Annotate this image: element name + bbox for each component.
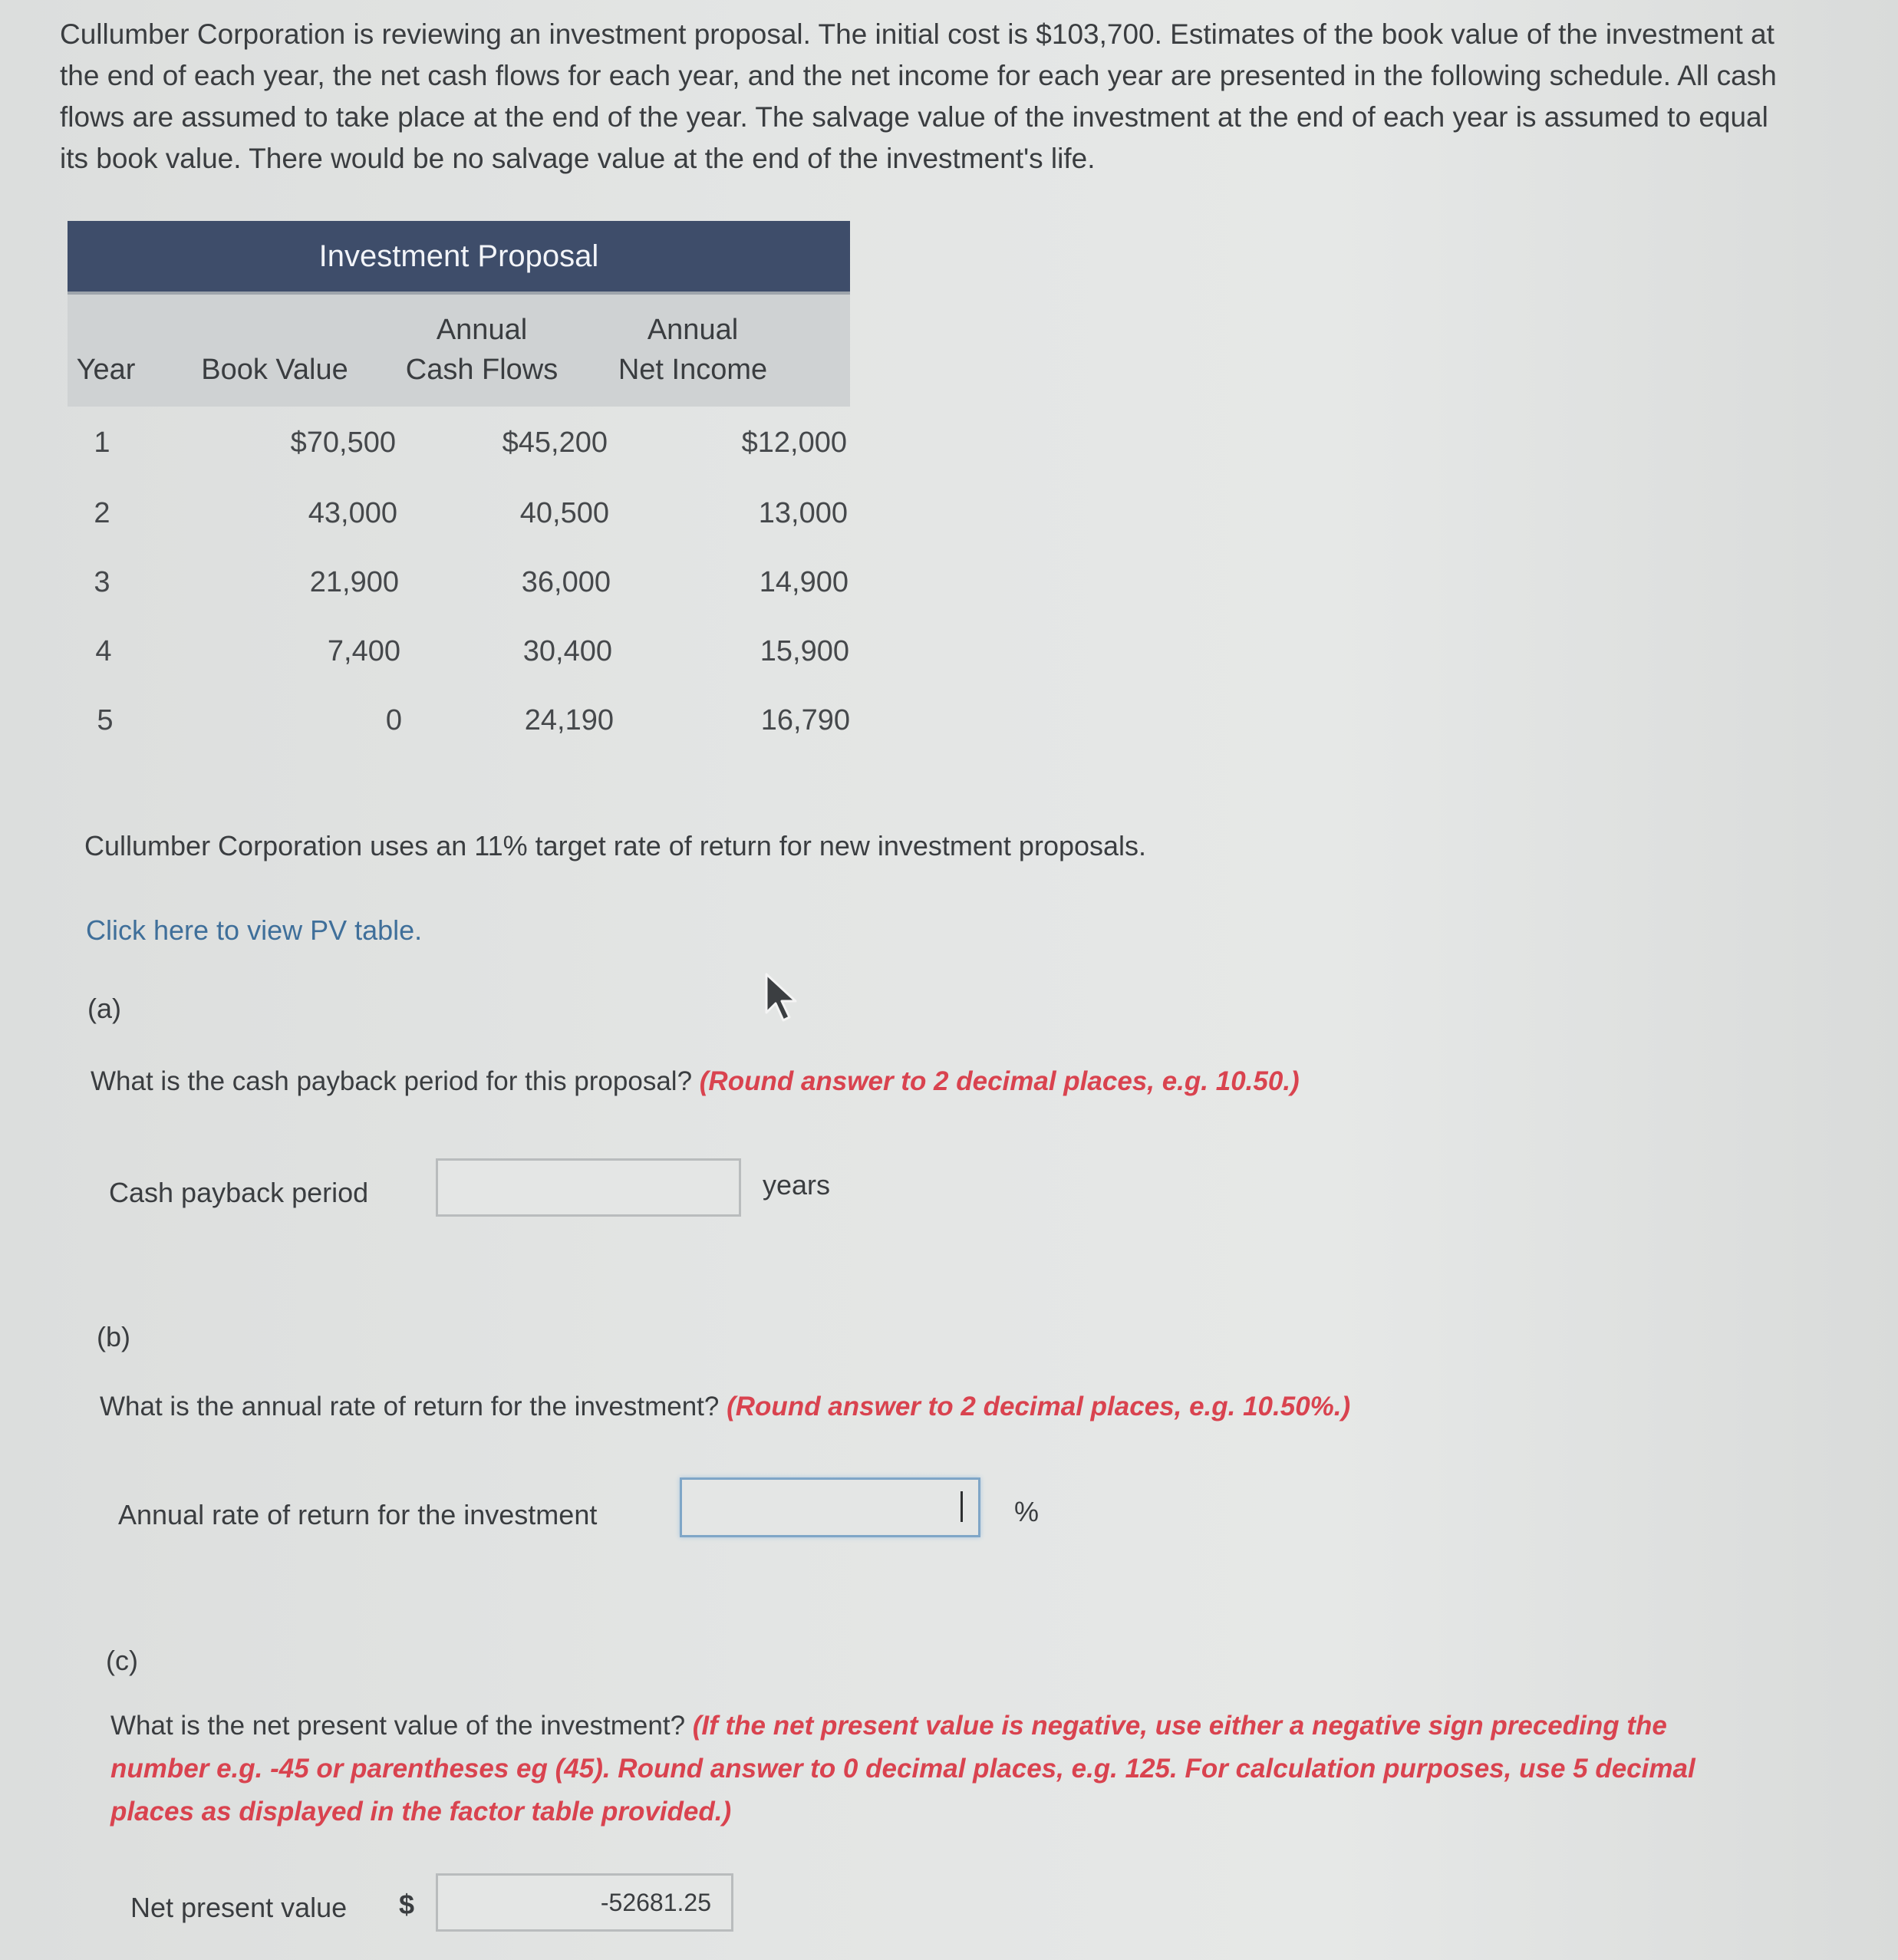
cell-cash-flows: 36,000 <box>521 566 611 598</box>
table-row <box>68 704 850 750</box>
table-title: Investment Proposal <box>68 221 850 295</box>
cell-net-income: 16,790 <box>760 704 850 736</box>
table-row <box>68 497 850 543</box>
cash-payback-label: Cash payback period <box>109 1177 369 1208</box>
cell-book-value: 43,000 <box>308 497 397 529</box>
annual-rate-input[interactable] <box>680 1477 980 1537</box>
cell-book-value: $70,500 <box>290 427 396 459</box>
header-cash-flows-1: Annual <box>436 314 528 346</box>
cell-book-value: 0 <box>385 704 402 736</box>
cell-year: 3 <box>94 566 110 598</box>
cell-year: 4 <box>95 635 112 667</box>
cell-year: 2 <box>94 497 110 529</box>
cell-cash-flows: $45,200 <box>502 427 608 459</box>
pv-table-link[interactable]: Click here to view PV table. <box>86 914 423 946</box>
cell-book-value: 7,400 <box>327 635 400 667</box>
target-rate-note: Cullumber Corporation uses an 11% target rate of return for new investment proposals. <box>84 830 1147 861</box>
part-c-hint: (If the net present value is negative, use either a negative sign preceding the number e.g. -45 or parentheses eg (45). Round answer to 0 decimal places, e.g. 125. For calculation purposes, use 5 decimal places as displayed in the factor table provided.) <box>110 1711 1695 1827</box>
percent-unit: % <box>1014 1496 1040 1527</box>
dollar-sign: $ <box>399 1889 415 1920</box>
header-net-income-2: Net Income <box>618 354 768 386</box>
investment-proposal-table <box>68 221 850 767</box>
part-b-question <box>100 1392 1350 1422</box>
part-a-question-text: What is the cash payback period for this proposal? <box>91 1066 693 1096</box>
header-book-value: Book Value <box>201 354 348 386</box>
part-c-question <box>110 1705 1752 1833</box>
cell-net-income: 13,000 <box>758 497 848 529</box>
table-header-row <box>68 295 850 407</box>
years-unit: years <box>763 1169 831 1201</box>
table-row <box>68 427 850 473</box>
part-a-question <box>91 1066 1300 1097</box>
cash-payback-input[interactable] <box>436 1158 741 1217</box>
table-row <box>68 635 850 681</box>
cell-net-income: 14,900 <box>759 566 848 598</box>
text-caret <box>961 1491 963 1522</box>
part-b-question-text: What is the annual rate of return for the investment? <box>100 1392 720 1421</box>
mouse-pointer-icon <box>763 973 802 1026</box>
cell-cash-flows: 30,400 <box>522 635 612 667</box>
npv-input[interactable] <box>436 1873 733 1932</box>
part-c-question-text: What is the net present value of the investment? <box>110 1711 686 1741</box>
cell-net-income: 15,900 <box>760 635 849 667</box>
annual-rate-label: Annual rate of return for the investment <box>118 1499 598 1530</box>
cell-year: 1 <box>94 427 110 459</box>
header-net-income-1: Annual <box>647 314 739 346</box>
header-cash-flows-2: Cash Flows <box>405 354 559 386</box>
part-a-label: (a) <box>87 993 121 1024</box>
cell-cash-flows: 40,500 <box>519 497 609 529</box>
table-body <box>68 407 850 767</box>
part-c-label: (c) <box>106 1645 138 1676</box>
table-row <box>68 566 850 612</box>
problem-intro: Cullumber Corporation is reviewing an investment proposal. The initial cost is $103,700. Estimates of the book value of the investment at the end of each year, the net cash flows for each year, and the net income for each year are presented in the following schedule. All cash flows are assumed to take place at the end of the year. The salvage value of the investment at the end of each year is assumed to equal its book value. There would be no salvage value at the end of the investment's life. <box>60 18 1777 174</box>
cell-book-value: 21,900 <box>309 566 399 598</box>
part-a-hint: (Round answer to 2 decimal places, e.g. 10.50.) <box>699 1066 1300 1096</box>
header-year: Year <box>76 354 136 386</box>
cell-cash-flows: 24,190 <box>524 704 614 736</box>
part-b-label: (b) <box>97 1321 130 1352</box>
cell-net-income: $12,000 <box>741 427 847 459</box>
npv-label: Net present value <box>130 1892 348 1923</box>
cell-year: 5 <box>97 704 114 736</box>
part-b-hint: (Round answer to 2 decimal places, e.g. 10.50%.) <box>727 1392 1351 1421</box>
